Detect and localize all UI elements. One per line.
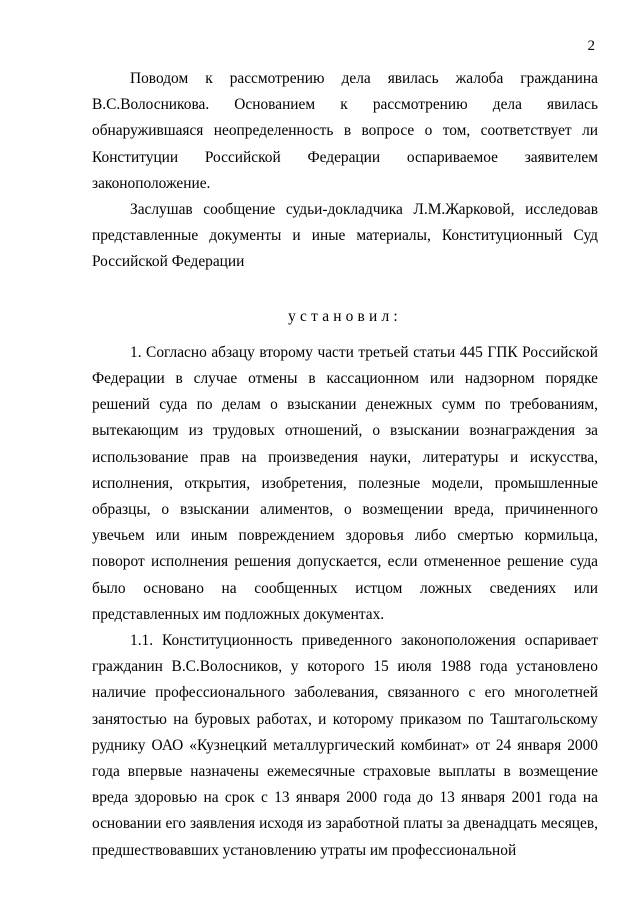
page-number: 2	[587, 38, 595, 54]
section-heading: установил:	[288, 307, 402, 325]
document-body	[92, 66, 598, 864]
paragraph-hearing: Заслушав сообщение судьи-докладчика Л.М.Жарковой, исследовав представленные документы и иные материалы, Конституционный Суд Российской Федерации	[92, 201, 598, 271]
paragraph-1: 1. Согласно абзацу второму части третьей статьи 445 ГПК Российской Федерации в случае отмены в кассационном или надзорном порядке решений суда по делам о взыскании денежных сумм по требованиям, вытекающим из трудовых отношений, о взыскании вознаграждения за использование прав на произведения науки, литературы и искусства, исполнения, открытия, изобретения, полезные модели, промышленные образцы, о взыскании алиментов, о возмещении вреда, причиненного увечьем или иным повреждением здоровья либо смертью кормильца, поворот исполнения решения допускается, если отмененное решение суда было основано на сообщенных истцом ложных сведениях или представленных им подложных документах.	[92, 343, 598, 623]
paragraph-1-1: 1.1. Конституционность приведенного законоположения оспаривает гражданин В.С.Волосников, у которого 15 июля 1988 года установлено наличие профессионального заболевания, связанного с его многолетней занятостью на буровых работах, и которому приказом по Таштагольскому руднику ОАО «Кузнецкий металлургический комбинат» от 24 января 2000 года впервые назначены ежемесячные страховые выплаты в возмещение вреда здоровью на срок с 13 января 2000 года до 13 января 2001 года на основании его заявления исходя из заработной платы за двенадцать месяцев, предшествовавших установлению утраты им профессиональной	[92, 632, 598, 859]
paragraph-grounds: Поводом к рассмотрению дела явилась жалоба гражданина В.С.Волосникова. Основанием к рассмотрению дела явилась обнаружившаяся неопределенность в вопросе о том, соответствует ли Конституции Российской Федерации оспариваемое заявителем законоположение.	[92, 70, 598, 192]
